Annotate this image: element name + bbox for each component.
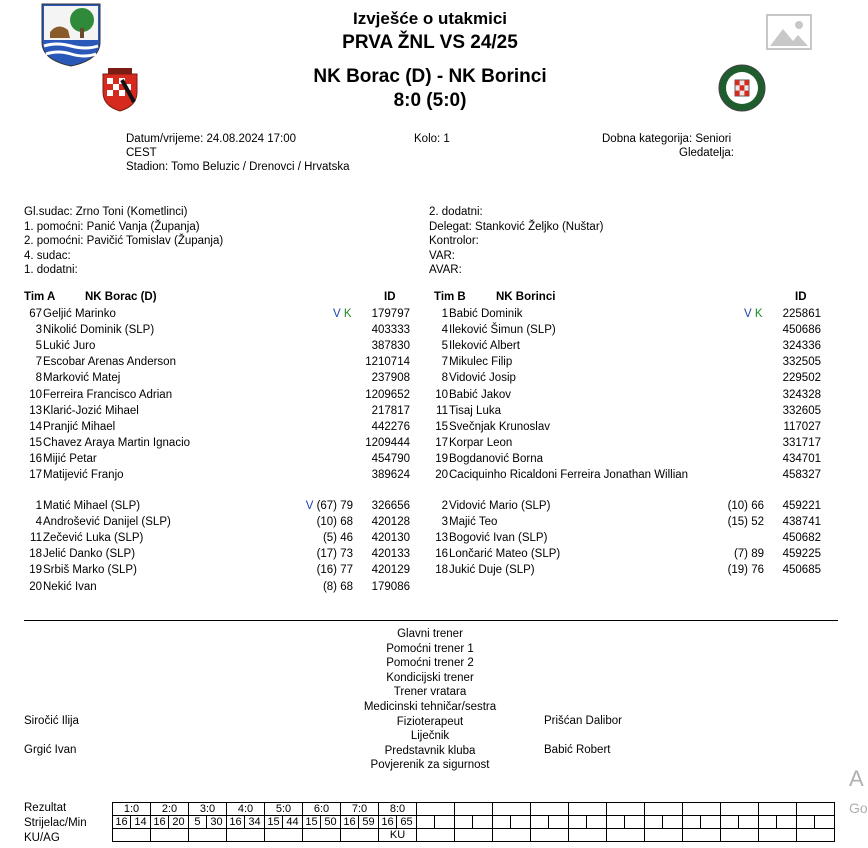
image-placeholder-icon	[766, 14, 812, 50]
results-cell: 34	[244, 816, 264, 829]
match-timezone: CEST	[126, 147, 157, 159]
results-row	[113, 803, 835, 816]
player-number: 16	[29, 452, 42, 465]
substitution-minute: (17) 73	[316, 548, 353, 561]
results-cell	[624, 816, 644, 829]
nk-borinci-crest-logo	[718, 64, 766, 112]
results-cell	[417, 816, 435, 829]
staff-role: Glavni trener	[397, 628, 463, 640]
player-id: 179797	[371, 308, 410, 320]
player-id: 1209652	[365, 388, 410, 401]
results-cell	[797, 803, 835, 816]
results-cell	[759, 829, 797, 842]
sub-number: 1	[35, 500, 42, 512]
staff-role: Kondicijski trener	[386, 671, 474, 684]
team-b-name: NK Borinci	[496, 291, 556, 303]
results-cell	[662, 816, 682, 829]
player-id: 324336	[782, 340, 821, 353]
team-b-physio: Prišćan Dalibor	[544, 715, 622, 727]
results-cell: 16	[341, 816, 359, 829]
official-line: 2. dodatni:	[429, 206, 483, 218]
team-a-id-header: ID	[384, 291, 396, 303]
results-cell: 5	[189, 816, 207, 829]
results-cell	[721, 816, 739, 829]
results-cell: 3:0	[189, 803, 227, 816]
results-cell: 15	[303, 816, 321, 829]
substitution-minute: (67) 79	[316, 500, 353, 512]
results-cell	[797, 829, 835, 842]
staff-role: Fizioterapeut	[396, 715, 464, 728]
player-name: Babić Dominik	[449, 308, 523, 320]
staff-role: Medicinski tehničar/sestra	[363, 700, 497, 713]
staff-role: Trener vratara	[393, 686, 467, 699]
results-cell: 8:0	[379, 803, 417, 816]
sub-number: 11	[30, 532, 42, 545]
player-name: Mikulec Filip	[449, 356, 513, 369]
results-cell	[683, 829, 721, 842]
sub-name: Srbiš Marko (SLP)	[43, 564, 137, 577]
team-a-name: NK Borac (D)	[85, 291, 157, 303]
player-id: 229502	[782, 372, 821, 385]
player-id: 332605	[782, 404, 821, 417]
team-b-club-rep: Babić Robert	[544, 744, 611, 756]
results-cell	[531, 816, 549, 829]
results-cell: 2:0	[151, 803, 189, 816]
player-number: 13	[29, 404, 42, 417]
player-name: Ferreira Francisco Adrian	[43, 388, 173, 401]
results-cell	[531, 803, 569, 816]
player-number: 14	[29, 420, 42, 433]
results-cell	[607, 803, 645, 816]
sub-id: 420130	[371, 532, 410, 545]
official-line: AVAR:	[429, 264, 462, 277]
results-table	[112, 802, 835, 842]
sub-name: Majić Teo	[449, 516, 498, 529]
player-name: Svečnjak Krunoslav	[449, 420, 550, 433]
player-name: Vidović Josip	[449, 372, 516, 385]
match-title: NK Borac (D) - NK Borinci	[313, 66, 547, 87]
sub-name: Matić Mihael (SLP)	[43, 500, 141, 512]
results-cell	[645, 816, 663, 829]
sub-id: 459221	[782, 500, 821, 512]
results-cell: 30	[206, 816, 226, 829]
ku-label: KU/AG	[24, 832, 60, 844]
results-cell: 4:0	[227, 803, 265, 816]
official-line: Delegat: Stanković Željko (Nuštar)	[429, 220, 604, 233]
result-label: Rezultat	[24, 802, 67, 814]
player-id: 332505	[782, 356, 821, 369]
results-cell	[227, 829, 265, 842]
player-number: 15	[29, 436, 42, 449]
results-cell	[493, 803, 531, 816]
sub-id: 179086	[371, 580, 410, 593]
results-cell: KU	[379, 829, 417, 842]
sub-id: 420133	[371, 548, 410, 561]
sub-id: 450685	[782, 564, 821, 577]
results-cell	[455, 803, 493, 816]
player-id: 458327	[782, 469, 821, 481]
player-id: 225861	[782, 308, 821, 320]
sub-name: Nekić Ivan	[43, 580, 97, 593]
results-cell	[738, 816, 758, 829]
player-id: 434701	[782, 452, 821, 465]
player-number: 5	[441, 340, 448, 353]
player-number: 4	[441, 324, 448, 337]
results-cell	[548, 816, 568, 829]
player-name: Marković Matej	[43, 372, 121, 385]
team-b-id-header: ID	[795, 291, 807, 303]
results-cell	[113, 829, 151, 842]
player-name: Caciquinho Ricaldoni Ferreira Jonathan Willian	[449, 469, 689, 481]
results-cell: 65	[396, 816, 416, 829]
sub-name: Zečević Luka (SLP)	[43, 532, 144, 545]
player-id: 403333	[371, 324, 410, 337]
results-cell	[341, 829, 379, 842]
results-cell	[303, 829, 341, 842]
results-cell: 59	[358, 816, 378, 829]
sub-id: 450682	[782, 532, 821, 545]
results-cell	[455, 816, 473, 829]
player-id: 237908	[371, 372, 410, 385]
results-cell	[493, 816, 511, 829]
official-line: Kontrolor:	[429, 235, 479, 248]
substitution-minute: (16) 77	[316, 564, 353, 577]
player-id: 442276	[371, 420, 410, 433]
results-cell	[776, 816, 796, 829]
team-a-club-rep: Grgić Ivan	[24, 744, 77, 756]
sub-number: 13	[435, 532, 448, 545]
results-cell	[607, 829, 645, 842]
player-number: 5	[35, 340, 42, 353]
team-b-label: Tim B	[434, 291, 466, 303]
official-line: VAR:	[429, 249, 455, 262]
results-cell	[455, 829, 493, 842]
sub-name: Lončarić Mateo (SLP)	[449, 548, 561, 561]
player-id: 331717	[782, 436, 821, 449]
results-cell: 44	[282, 816, 302, 829]
substitution-minute: (5) 46	[322, 532, 353, 545]
sub-id: 438741	[782, 516, 821, 529]
player-name: Ileković Šimun (SLP)	[449, 324, 556, 337]
player-name: Tisaj Luka	[449, 404, 501, 417]
player-name: Klarić-Jozić Mihael	[43, 404, 139, 417]
player-number: 8	[35, 372, 42, 385]
sub-name: Jukić Duje (SLP)	[449, 564, 535, 577]
county-coat-of-arms-logo	[40, 2, 102, 68]
sub-id: 326656	[371, 500, 410, 512]
staff-role: Pomoćni trener 2	[386, 657, 474, 670]
substitution-minute: (7) 89	[733, 548, 764, 561]
results-cell	[645, 829, 683, 842]
match-datetime: Datum/vrijeme: 24.08.2024 17:00	[126, 133, 297, 145]
official-line: 4. sudac:	[24, 249, 71, 262]
results-cell	[569, 829, 607, 842]
results-cell: 16	[227, 816, 245, 829]
match-score: 8:0 (5:0)	[393, 90, 467, 111]
player-number: 67	[29, 308, 42, 320]
player-number: 10	[29, 388, 42, 401]
player-name: Chavez Araya Martin Ignacio	[43, 436, 191, 449]
results-cell	[493, 829, 531, 842]
player-id: 387830	[371, 340, 410, 353]
player-name: Ileković Albert	[449, 340, 520, 353]
results-cell: 1:0	[113, 803, 151, 816]
player-name: Nikolić Dominik (SLP)	[43, 324, 155, 337]
sub-id: 420129	[371, 564, 410, 577]
player-id: 217817	[371, 404, 410, 417]
substitution-minute: (19) 76	[727, 564, 764, 577]
results-row	[113, 816, 835, 829]
player-id: 450686	[782, 324, 821, 337]
player-number: 7	[441, 356, 448, 369]
substitution-minute: (10) 66	[727, 500, 764, 512]
watermark-line-1: A	[849, 766, 864, 791]
staff-role: Pomoćni trener 1	[386, 642, 474, 655]
player-number: 20	[435, 469, 448, 481]
results-cell	[472, 816, 492, 829]
results-cell: 50	[320, 816, 340, 829]
results-cell: 16	[151, 816, 169, 829]
results-cell	[586, 816, 606, 829]
watermark-line-2: Go	[849, 800, 868, 816]
sub-number: 3	[441, 516, 448, 529]
officials-left	[24, 205, 223, 278]
results-cell: 16	[113, 816, 131, 829]
scorer-label: Strijelac/Min	[24, 817, 87, 829]
results-cell	[683, 816, 701, 829]
captain-mark-k: K	[751, 308, 763, 320]
results-cell	[759, 803, 797, 816]
substitution-minute: (8) 68	[322, 580, 353, 593]
results-cell	[417, 803, 455, 816]
results-cell	[510, 816, 530, 829]
sub-number: 20	[29, 580, 42, 593]
sub-name: Jelić Danko (SLP)	[43, 548, 136, 561]
player-name: Geljić Marinko	[43, 308, 116, 320]
substitution-minute: (15) 52	[727, 516, 764, 529]
staff-role: Povjerenik za sigurnost	[370, 759, 490, 772]
results-cell	[759, 816, 777, 829]
sub-id: 420128	[371, 516, 410, 529]
sub-number: 19	[29, 564, 42, 577]
results-row	[113, 829, 835, 842]
player-name: Escobar Arenas Anderson	[43, 356, 176, 369]
player-id: 1209444	[365, 436, 410, 449]
player-number: 17	[29, 469, 42, 481]
goalkeeper-mark: V	[744, 308, 752, 320]
nk-borac-crest-logo	[100, 68, 140, 112]
official-line: Gl.sudac: Zrno Toni (Kometlinci)	[24, 206, 188, 218]
results-cell	[531, 829, 569, 842]
results-cell	[607, 816, 625, 829]
results-cell	[151, 829, 189, 842]
sub-number: 16	[435, 548, 448, 561]
player-number: 19	[435, 452, 448, 465]
results-cell	[645, 803, 683, 816]
results-cell	[683, 803, 721, 816]
sub-number: 18	[435, 564, 448, 577]
staff-role: Liječnik	[410, 730, 450, 743]
divider	[24, 620, 838, 621]
officials-right	[429, 205, 603, 278]
match-stadium: Stadion: Tomo Beluzic / Drenovci / Hrvatska	[126, 161, 350, 173]
sub-number: 4	[35, 516, 42, 529]
results-cell	[569, 816, 587, 829]
captain-mark-k: K	[340, 308, 352, 320]
results-cell	[189, 829, 227, 842]
player-id: 1210714	[365, 356, 410, 369]
player-number: 10	[435, 388, 448, 401]
staff-roles	[330, 627, 530, 773]
results-cell	[700, 816, 720, 829]
results-cell	[721, 803, 759, 816]
goalkeeper-mark: V	[333, 308, 341, 320]
results-cell	[814, 816, 834, 829]
results-cell: 7:0	[341, 803, 379, 816]
player-id: 324328	[782, 388, 821, 401]
age-category: Dobna kategorija: Seniori	[602, 133, 732, 145]
results-cell: 14	[130, 816, 150, 829]
results-cell: 15	[265, 816, 283, 829]
player-name: Matijević Franjo	[43, 469, 124, 481]
player-id: 454790	[371, 452, 410, 465]
report-title: Izvješće o utakmici	[352, 9, 508, 28]
results-cell: 20	[168, 816, 188, 829]
staff-role: Predstavnik kluba	[384, 744, 476, 757]
results-cell: 16	[379, 816, 397, 829]
player-number: 7	[35, 356, 42, 369]
player-name: Babić Jakov	[449, 388, 512, 401]
player-id: 117027	[783, 420, 821, 433]
results-cell: 6:0	[303, 803, 341, 816]
sub-id: 459225	[782, 548, 821, 561]
results-cell	[434, 816, 454, 829]
official-line: 2. pomoćni: Pavičić Tomislav (Županja)	[24, 235, 224, 248]
official-line: 1. pomoćni: Panić Vanja (Županja)	[24, 220, 200, 233]
goalkeeper-mark: V	[305, 500, 317, 512]
player-name: Pranjić Mihael	[43, 420, 116, 433]
competition-title: PRVA ŽNL VS 24/25	[342, 32, 518, 53]
results-cell	[721, 829, 759, 842]
sub-name: Androšević Danijel (SLP)	[43, 516, 171, 529]
sub-name: Bogović Ivan (SLP)	[449, 532, 548, 545]
player-name: Lukić Juro	[43, 340, 96, 353]
results-cell: 5:0	[265, 803, 303, 816]
team-a-label: Tim A	[24, 291, 56, 303]
sub-name: Vidović Mario (SLP)	[449, 500, 551, 512]
substitution-minute: (10) 68	[316, 516, 353, 529]
player-name: Korpar Leon	[449, 436, 513, 449]
sub-number: 18	[29, 548, 42, 561]
spectators: Gledatelja:	[679, 147, 734, 159]
match-round: Kolo: 1	[414, 133, 450, 145]
player-number: 3	[35, 324, 42, 337]
sub-number: 2	[441, 500, 448, 512]
results-cell	[265, 829, 303, 842]
player-number: 1	[441, 308, 448, 320]
player-name: Bogdanović Borna	[449, 452, 543, 465]
results-cell	[417, 829, 455, 842]
results-cell	[797, 816, 815, 829]
official-line: 1. dodatni:	[24, 264, 78, 277]
player-number: 15	[435, 420, 448, 433]
player-id: 389624	[371, 469, 410, 481]
player-number: 17	[435, 436, 448, 449]
team-a-physio: Siročić Ilija	[24, 715, 79, 727]
player-number: 8	[441, 372, 448, 385]
player-name: Mijić Petar	[43, 452, 97, 465]
results-cell	[569, 803, 607, 816]
player-number: 11	[436, 404, 448, 417]
